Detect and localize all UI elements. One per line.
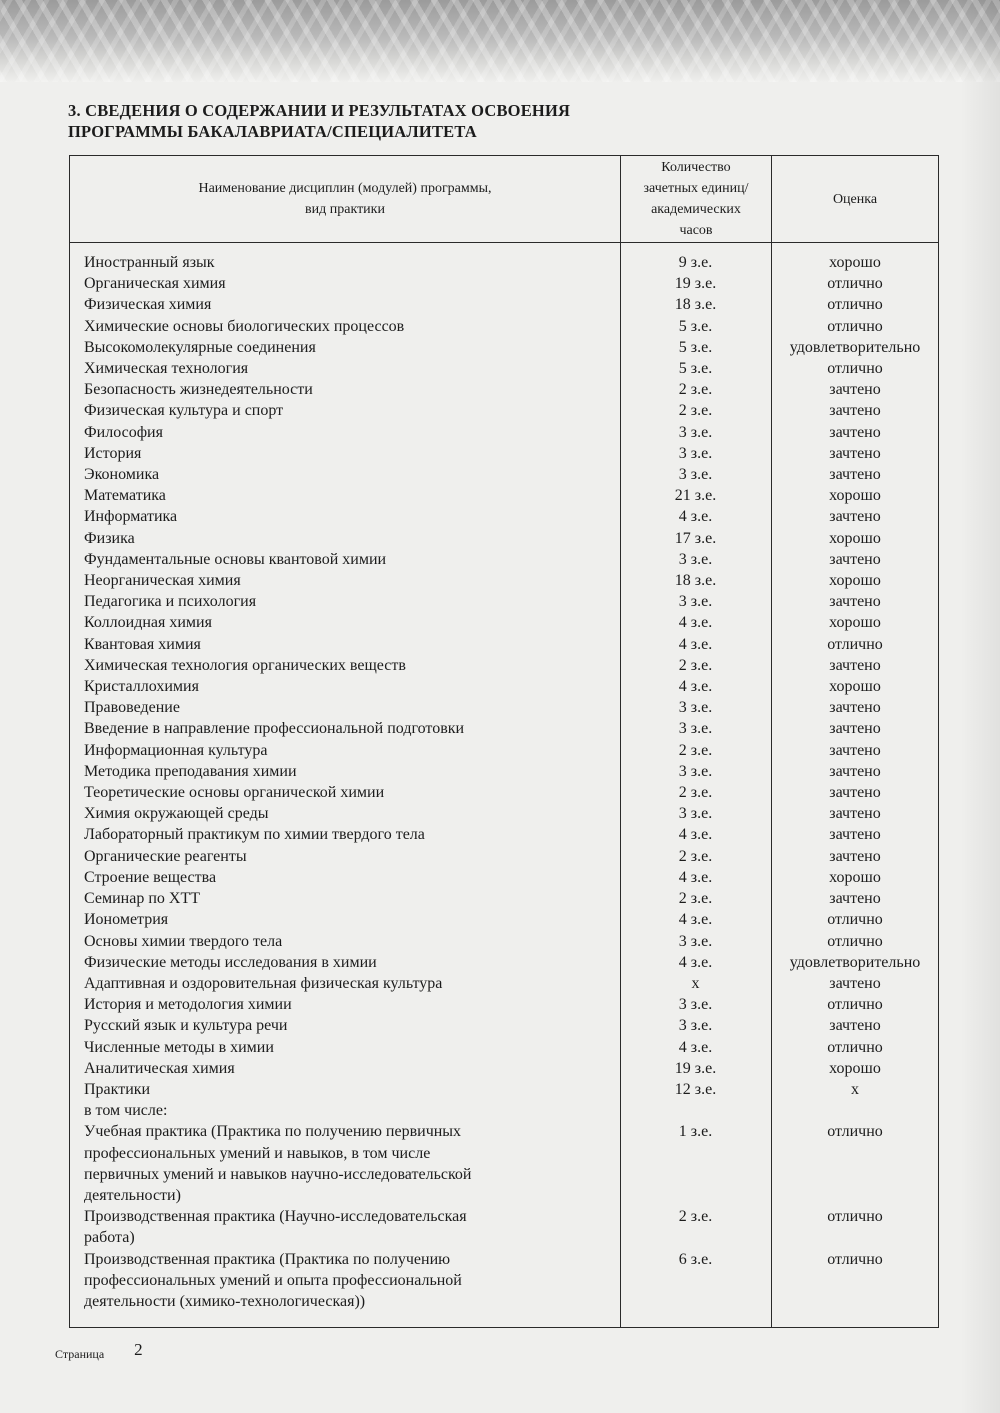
header-grade: [772, 156, 938, 242]
discipline-name: профессиональных умений и опыта профессиональной: [84, 1271, 462, 1289]
page-label: Страница: [55, 1347, 105, 1361]
grade-value: зачтено: [829, 402, 881, 420]
credits-value: 3 з.е.: [678, 1017, 713, 1035]
discipline-name: Правоведение: [84, 699, 180, 717]
table-row: [84, 294, 939, 315]
grade-value: хорошо: [829, 1059, 881, 1077]
credits-value: 2 з.е.: [678, 784, 713, 802]
credits-value: 4 з.е.: [678, 868, 713, 886]
discipline-name: Ионометрия: [84, 911, 169, 929]
discipline-name: Философия: [84, 423, 163, 441]
credits-value: 3 з.е.: [678, 720, 713, 738]
table-row: [84, 612, 939, 633]
discipline-name: Аналитическая химия: [84, 1059, 235, 1077]
credits-value: 4 з.е.: [678, 678, 713, 696]
discipline-name: Экономика: [84, 466, 160, 484]
credits-value: 21 з.е.: [674, 487, 717, 505]
discipline-name: деятельности): [84, 1186, 181, 1204]
table-row: [84, 888, 939, 909]
discipline-name: Адаптивная и оздоровительная физическая культура: [84, 974, 443, 992]
credits-value: 3 з.е.: [678, 699, 713, 717]
table-row: [84, 1037, 939, 1058]
table-row: [84, 1100, 939, 1121]
discipline-name: Органические реагенты: [84, 847, 247, 865]
table-body: [84, 252, 939, 1312]
grade-value: отлично: [827, 996, 883, 1014]
credits-value: 3 з.е.: [678, 932, 713, 950]
credits-value: 2 з.е.: [678, 656, 713, 674]
credits-value: 4 з.е.: [678, 1038, 713, 1056]
credits-value: 9 з.е.: [678, 254, 713, 271]
discipline-name: Физика: [84, 529, 135, 547]
header-credits-line-1: Количество: [661, 160, 731, 175]
table-row: [84, 570, 939, 591]
grade-value: отлично: [827, 317, 883, 335]
credits-value: 4 з.е.: [678, 911, 713, 929]
table-row: [84, 655, 939, 676]
table-row: [84, 273, 939, 294]
discipline-name: Производственная практика (Практика по получению: [84, 1250, 451, 1268]
table-row: [84, 464, 939, 485]
credits-value: 1 з.е.: [678, 1123, 713, 1141]
credits-value: 4 з.е.: [678, 508, 713, 526]
discipline-name: профессиональных умений и навыков, в том числе: [84, 1144, 431, 1162]
credits-value: 3 з.е.: [678, 996, 713, 1014]
table-row: [84, 1291, 939, 1312]
discipline-name: Физические методы исследования в химии: [84, 953, 377, 971]
credits-value: 3 з.е.: [678, 423, 713, 441]
table-row: [84, 252, 939, 273]
discipline-name: Фундаментальные основы квантовой химии: [84, 550, 387, 568]
credits-value: 5 з.е.: [678, 317, 713, 335]
credits-value: 17 з.е.: [674, 529, 717, 547]
table-row: [84, 803, 939, 824]
discipline-name: Теоретические основы органической химии: [84, 784, 385, 802]
grade-value: отлично: [827, 296, 883, 314]
credits-value: 18 з.е.: [674, 572, 717, 590]
table-row: [84, 1143, 939, 1164]
credits-value: 2 з.е.: [678, 890, 713, 908]
discipline-name: Математика: [84, 487, 166, 505]
table-row: [84, 1185, 939, 1206]
discipline-name: деятельности (химико-технологическая)): [84, 1292, 366, 1310]
table-row: [84, 1058, 939, 1079]
discipline-name: Физическая химия: [84, 296, 212, 314]
section-title-line-1: 3. СВЕДЕНИЯ О СОДЕРЖАНИИ И РЕЗУЛЬТАТАХ ОСВОЕНИЯ: [68, 101, 571, 120]
discipline-name: Кристаллохимия: [84, 678, 199, 696]
grade-value: удовлетворительно: [789, 338, 921, 356]
table-row: [84, 994, 939, 1015]
table-row: [84, 1079, 939, 1100]
header-credits: [621, 156, 771, 242]
grade-value: зачтено: [829, 784, 881, 802]
table-row: [84, 973, 939, 994]
table-row: [84, 634, 939, 655]
discipline-name: Введение в направление профессиональной подготовки: [84, 720, 465, 738]
credits-value: 4 з.е.: [678, 635, 713, 653]
discipline-name: Органическая химия: [84, 275, 226, 293]
table-row: [84, 337, 939, 358]
discipline-name: Русский язык и культура речи: [84, 1017, 288, 1035]
table-row: [84, 761, 939, 782]
credits-value: 2 з.е.: [678, 402, 713, 420]
table-row: [84, 1206, 939, 1227]
discipline-name: Основы химии твердого тела: [84, 932, 283, 950]
grade-value: зачтено: [829, 508, 881, 526]
discipline-name: Методика преподавания химии: [84, 762, 297, 780]
grade-value: зачтено: [829, 741, 881, 759]
table-row: [84, 1164, 939, 1185]
table-row: [84, 485, 939, 506]
credits-value: 12 з.е.: [674, 1080, 717, 1098]
table-row: [84, 824, 939, 845]
grade-value: отлично: [827, 1208, 883, 1226]
table-row: [84, 1270, 939, 1291]
header-credits-line-4: часов: [679, 223, 713, 238]
credits-value: 2 з.е.: [678, 741, 713, 759]
table-row: [84, 740, 939, 761]
grade-value: зачтено: [829, 593, 881, 611]
header-credits-line-3: академических: [651, 202, 741, 217]
table-row: [84, 1249, 939, 1270]
header-grade-label: Оценка: [832, 191, 878, 207]
discipline-name: Производственная практика (Научно-исследовательская: [84, 1208, 467, 1226]
discipline-name: Неорганическая химия: [84, 572, 241, 590]
grade-value: х: [851, 1080, 859, 1098]
grade-value: зачтено: [829, 381, 881, 399]
table-row: [84, 549, 939, 570]
credits-value: 4 з.е.: [678, 614, 713, 632]
discipline-name: в том числе:: [84, 1102, 168, 1120]
table-row: [84, 443, 939, 464]
discipline-name: Иностранный язык: [84, 254, 215, 271]
credits-value: 2 з.е.: [678, 381, 713, 399]
grade-value: зачтено: [829, 656, 881, 674]
header-discipline-name: [70, 156, 620, 242]
table-row: [84, 931, 939, 952]
credits-value: х: [691, 974, 700, 992]
credits-value: 2 з.е.: [678, 1208, 713, 1226]
grade-value: хорошо: [829, 868, 881, 886]
discipline-name: Квантовая химия: [84, 635, 201, 653]
discipline-name: Коллоидная химия: [84, 614, 212, 632]
table-row: [84, 676, 939, 697]
discipline-name: первичных умений и навыков научно-исследовательской: [84, 1165, 472, 1183]
table-row: [84, 528, 939, 549]
discipline-name: Химические основы биологических процессов: [84, 317, 405, 335]
table-row: [84, 952, 939, 973]
table-row: [84, 697, 939, 718]
table-row: [84, 782, 939, 803]
credits-value: 18 з.е.: [674, 296, 717, 314]
grade-value: хорошо: [829, 678, 881, 696]
grade-value: зачтено: [829, 699, 881, 717]
grade-value: зачтено: [829, 444, 881, 462]
table-row: [84, 506, 939, 527]
discipline-name: работа): [84, 1229, 135, 1247]
grade-value: удовлетворительно: [789, 953, 921, 971]
table-row: [84, 867, 939, 888]
discipline-name: Учебная практика (Практика по получению первичных: [84, 1123, 462, 1141]
grade-value: отлично: [827, 275, 883, 293]
header-divider: [70, 242, 938, 243]
grade-value: зачтено: [829, 423, 881, 441]
grade-value: хорошо: [829, 254, 881, 271]
grade-value: зачтено: [829, 890, 881, 908]
grade-value: зачтено: [829, 847, 881, 865]
discipline-name: Численные методы в химии: [84, 1038, 274, 1056]
table-row: [84, 316, 939, 337]
table-row: [84, 909, 939, 930]
credits-value: 2 з.е.: [678, 847, 713, 865]
discipline-name: Высокомолекулярные соединения: [84, 338, 316, 356]
grade-value: зачтено: [829, 762, 881, 780]
table-row: [84, 400, 939, 421]
credits-value: 5 з.е.: [678, 360, 713, 378]
discipline-name: Информатика: [84, 508, 178, 526]
discipline-name: Практики: [84, 1080, 151, 1098]
grade-value: зачтено: [829, 826, 881, 844]
discipline-name: Химическая технология: [84, 360, 249, 378]
table-row: [84, 591, 939, 612]
section-title-line-2: ПРОГРАММЫ БАКАЛАВРИАТА/СПЕЦИАЛИТЕТА: [68, 122, 477, 141]
grade-value: зачтено: [829, 805, 881, 823]
credits-value: 3 з.е.: [678, 550, 713, 568]
header-name-line-2: вид практики: [305, 202, 385, 217]
credits-value: 5 з.е.: [678, 338, 713, 356]
table-row: [84, 846, 939, 867]
grade-value: отлично: [827, 1250, 883, 1268]
page-footer: [55, 1340, 143, 1363]
grade-value: отлично: [827, 360, 883, 378]
page-number: 2: [134, 1340, 143, 1359]
discipline-name: Физическая культура и спорт: [84, 402, 284, 420]
table-row: [84, 358, 939, 379]
discipline-name: Семинар по ХТТ: [84, 890, 200, 908]
credits-value: 3 з.е.: [678, 805, 713, 823]
discipline-name: Безопасность жизнедеятельности: [84, 381, 313, 399]
header-name-line-1: Наименование дисциплин (модулей) программы,: [198, 181, 492, 196]
credits-value: 19 з.е.: [674, 1059, 717, 1077]
grade-value: отлично: [827, 911, 883, 929]
discipline-name: История и методология химии: [84, 996, 292, 1014]
credits-value: 3 з.е.: [678, 444, 713, 462]
table-row: [84, 1015, 939, 1036]
section-title: [68, 100, 668, 142]
credits-value: 19 з.е.: [674, 275, 717, 293]
table-row: [84, 1121, 939, 1142]
discipline-name: Педагогика и психология: [84, 593, 257, 611]
grade-value: зачтено: [829, 1017, 881, 1035]
credits-value: 3 з.е.: [678, 466, 713, 484]
discipline-name: История: [84, 444, 142, 462]
grade-value: хорошо: [829, 614, 881, 632]
grade-value: зачтено: [829, 720, 881, 738]
table-row: [84, 1227, 939, 1248]
discipline-name: Строение вещества: [84, 868, 217, 886]
grade-value: хорошо: [829, 572, 881, 590]
credits-value: 3 з.е.: [678, 762, 713, 780]
discipline-name: Химия окружающей среды: [84, 805, 269, 823]
decorative-header-band: [0, 0, 1000, 82]
discipline-name: Информационная культура: [84, 741, 268, 759]
credits-value: 6 з.е.: [678, 1250, 713, 1268]
grade-value: отлично: [827, 635, 883, 653]
discipline-name: Химическая технология органических веществ: [84, 656, 406, 674]
grade-value: отлично: [827, 1123, 883, 1141]
discipline-name: Лабораторный практикум по химии твердого тела: [84, 826, 425, 844]
table-row: [84, 422, 939, 443]
grade-value: зачтено: [829, 466, 881, 484]
grade-value: хорошо: [829, 529, 881, 547]
table-row: [84, 379, 939, 400]
page-edge-shadow: [960, 0, 1000, 1413]
credits-value: 4 з.е.: [678, 953, 713, 971]
grade-value: отлично: [827, 932, 883, 950]
grade-value: отлично: [827, 1038, 883, 1056]
header-credits-line-2: зачетных единиц/: [643, 181, 749, 196]
credits-value: 3 з.е.: [678, 593, 713, 611]
grade-value: хорошо: [829, 487, 881, 505]
grade-value: зачтено: [829, 974, 881, 992]
table-row: [84, 718, 939, 739]
grade-value: зачтено: [829, 550, 881, 568]
credits-value: 4 з.е.: [678, 826, 713, 844]
